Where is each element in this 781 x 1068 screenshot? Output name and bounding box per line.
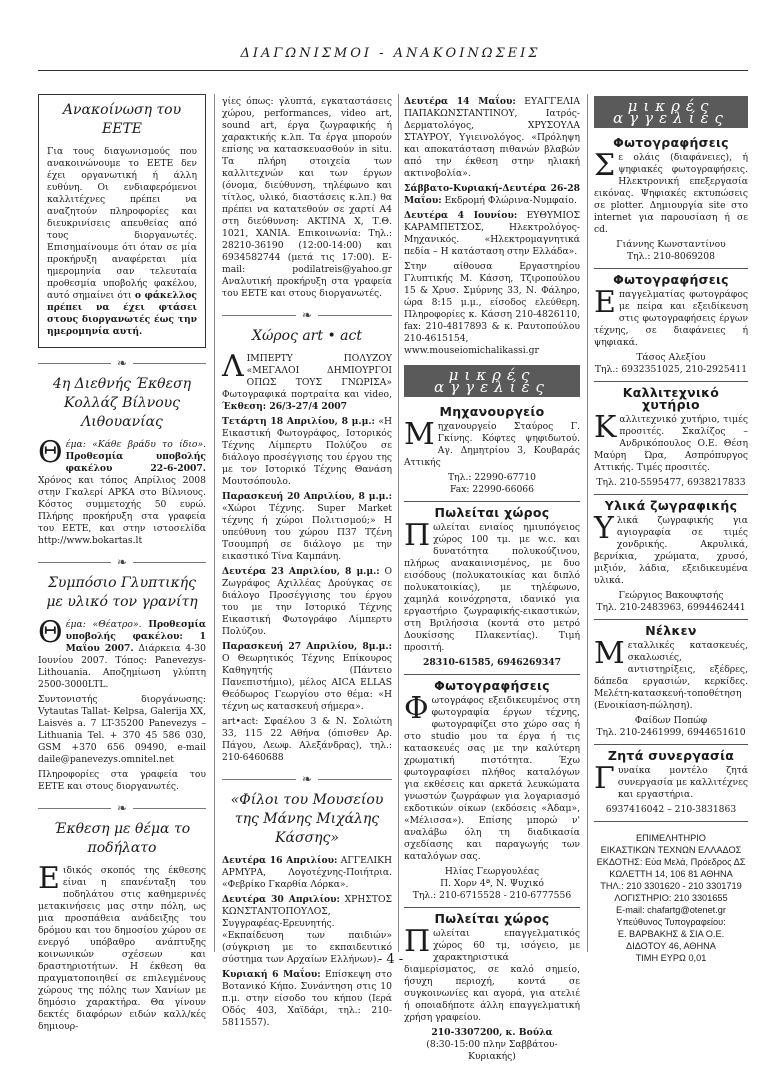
- ad-name: Τάσος Αλεξίου: [636, 352, 706, 363]
- sculpture-contact: Συντονιστής διοργάνωσης: Vytautas Tallat- Kelpsa, Galerija XX, Laisvės a. 7 LT-35200 Panevezys – Lithuania Tel. + 370 45 586 030, GSM +370 656 09490, e-mail daile@panevezys.omnitel.net: [38, 694, 206, 765]
- artact-event: Παρασκευή 27 Απριλίου, 8μ.μ.: Ο Θεωρητικός Τέχνης Επίκουρος Καθηγητής (Πάντειο Πανεπιστήμιο), μέλος AICA ELLAS Θεόδωρος Γεωργίου στο θέμα: «Η τέχνη ως κατασκευή σήμερα».: [222, 641, 392, 712]
- classified-ad: [594, 495, 748, 620]
- ad-heading: Φωτογραφήσεις: [434, 678, 550, 693]
- classifieds-banner: μικρές αγγελίες: [404, 365, 580, 397]
- ad-phone: Τηλ. 210-2461999, 6944651610: [596, 727, 746, 738]
- publisher-info: [594, 832, 748, 964]
- column-rule: [398, 94, 399, 952]
- ad-text: Γυναίκα μοντέλο ζητά συνεργασία με καλλιτέχνες και εργαστήρια.: [594, 761, 748, 800]
- classified-ad: [594, 269, 748, 382]
- museum-event: Δευτέρα 14 Μαΐου: ΕΥΑΓΓΕΛΙΑ ΠΑΠΑΚΩΝΣΤΑΝΤΙΝΟΥ, Ιατρός-Δερματολόγος, ΧΡΥΣΟΥΛΑ ΣΤΑΥΡΟΥ, Υγιεινολόγος. «Πρόληψη και αποκατάσταση πιθανών βλαβών από την έκθεση στην ηλιακή ακτινοβολία».: [404, 96, 580, 179]
- museum-event: Κυριακή 6 Μαΐου: Επίσκεψη στο Βοτανικό Κήπο. Συνάντηση στις 10 π.μ. στην είσοδο του κήπου (Ιερά Οδός 403, Χαϊδάρι, τηλ.: 210-5811557).: [222, 969, 393, 1028]
- ad-text: Πωλείται επαγγελματικός χώρος 60 τμ, ισόγειο, με χαρακτηριστικά διαμερίσματος, σε καλό σημείο, ήσυχη περιοχή, κοντά σε συγκοινωνίες και αγορά, για ατελιέ ή οποιαδήποτε άλλη επαγγελματική χρήση γραφείου.: [404, 924, 580, 1023]
- museum-friends-title: «Φίλοι του Μουσείου της Μάνης Μιχάλης Κάσσης»: [230, 792, 384, 846]
- artact-event: Τετάρτη 18 Απριλίου, 8 μ.μ.: «Η Εικαστική Φωτογράφος, Ιστορικός Τέχνης Λίμπερτυ Πολύζου σε διάλογο προσέγγισης του έργου της με τον Ιστορικό Τέχνης Θανάση Μουτσόπουλο.: [222, 416, 392, 487]
- collage-title: 4η Διεθνής Έκθεση Κολλάζ Βίλνους Λιθουανίας: [52, 376, 192, 430]
- publisher-line: ΔΙΔΟΤΟΥ 46, ΑΘΗΝΑ: [626, 941, 716, 951]
- column-3: [404, 96, 581, 1062]
- ornament-divider: [38, 357, 206, 369]
- ad-heading: Πωλείται χώρος: [434, 911, 550, 926]
- publisher-line: ΕΙΚΑΣΤΙΚΩΝ ΤΕΧΝΩΝ ΕΛΛΑΔΟΣ: [600, 845, 742, 855]
- ornament-icon: ❧: [301, 308, 313, 322]
- artact-title: Χώρος art • act: [252, 328, 362, 344]
- artact-event: Παρασκευή 20 Απριλίου, 8 μ.μ.: «Χώροι Τέχνης. Super Market τέχνης ή χώροι Πολιτισμού;» Η υπεύθυνη του χώρου Π37 Τζένη Τσουμπρή σε διάλογο με την εικαστικό Τίνα Καμπάνη.: [222, 491, 392, 562]
- classifieds-banner: μικρές αγγελίες: [594, 96, 748, 128]
- classified-ad: [404, 502, 580, 675]
- publisher-line: ΤΗΛ.: 210 3301620 - 210 3301719: [600, 881, 742, 891]
- museum-venue: Στην αίθουσα Εργαστηρίου Γλυπτικής Μ. Κάσση, Τζιροπούλου 15 & Χρυσ. Σμύρνης 33, Ν. Φάληρο, ώρα 8:15 μ.μ., είσοδος ελεύθερη. Πληροφορίες κ. Κάσση 210-4826110, fax: 210-4817893 & κ. Ραυτοπούλου 210-4615154, www.mouseiomichalikassi.gr: [404, 261, 580, 356]
- ad-phone: Τηλ.: 210-6715528 - 210-6777556: [412, 890, 572, 901]
- ad-text: Καλλιτεχνικό χυτήριο, τιμές προσιτές. Σκαλίζος – Ανδρικόπουλος Ο.Ε. Θέση Μαύρη Ώρα, Ασπρόπυργος Αττικής. Τιμές προσιτές.: [594, 410, 748, 473]
- ad-phone: 28310-61585, 6946269347: [422, 657, 562, 668]
- ad-phone: Τηλ.: 22990-67710: [448, 472, 536, 483]
- ad-heading: Καλλιτεχνικό χυτήριο: [622, 385, 720, 412]
- ad-fax: Fax: 22990-66066: [450, 484, 534, 495]
- classified-ad: [404, 675, 580, 908]
- classified-ad: [594, 132, 748, 269]
- publisher-line: ΕΚΔΟΤΗΣ: Εύα Μελά, Πρόεδρος ΔΣ: [596, 857, 746, 867]
- header-rule: [38, 70, 748, 71]
- museum-event: Σάββατο-Κυριακή-Δευτέρα 26-28 Μαΐου: Εκδρομή Φλώρινα-Νυμφαίο.: [404, 183, 580, 206]
- eete-notice-box: [38, 94, 206, 348]
- ornament-divider: [38, 802, 206, 814]
- ad-text: Επαγγελματίας φωτογράφος με πείρα και εξειδίκευση στις φωτογραφήσεις έργων τέχνης, σε διαφάνειες ή ψηφιακά.: [594, 285, 748, 348]
- museum-event: Δευτέρα 16 Απριλίου: ΑΓΓΕΛΙΚΗ ΑΡΜΥΡΑ, Λογοτέχνης-Ποιήτρια. «Φεβρίκο Γκαρθία Λόρκα».: [222, 855, 392, 890]
- ad-text: Μηχανουργείο Σταύρος Γ. Γκίνης. Κόφτες ψηφιδωτού. Αγ. Δημητρίου 3, Κουβαράς Αττικής: [404, 417, 580, 468]
- ornament-divider: [38, 556, 206, 568]
- classified-ad: [594, 382, 748, 495]
- bicycle-text-cont: γίες όπως: γλυπτά, εγκαταστάσεις χώρου, performances, video art, sound art, έργα ζωγραφικής ή χαρακτικής κ.λπ. Τα έργα μπορούν επίσης να κατασκευασθούν in situ. Τα πλήρη στοιχεία των καλλιτεχνών και των έργων (όνομα, διεύθυνση, τηλέφωνο και τίτλος, υλικό, διαστάσεις κ.λπ.) θα πρέπει να κατατεθούν σε χαρτί Α4 στη διεύθυνση: ΑΚΤΙΝΑ Χ, Τ.Θ. 1021, ΧΑΝΙΑ. Επικοινωνία: Τηλ.: 28210-36190 (12:00-14:00) και 6934582744 (μετά τις 17:00). E-mail: podilatreis@yahoo.gr Αναλυτική προκήρυξη στα γραφεία του ΕΕΤΕ και στους διοργανωτές.: [222, 96, 392, 299]
- ad-heading: Νέλκεν: [645, 623, 697, 638]
- sculpture-info: Πληροφορίες στα γραφεία του ΕΕΤΕ και στους διοργανωτές.: [38, 769, 206, 792]
- column-rule: [214, 94, 215, 952]
- eete-notice-text: Για τους διαγωνισμούς που ανακοινώνουμε το ΕΕΤΕ δεν έχει οργανωτική ή άλλη ευθύνη. Οι ενδιαφερόμενοι καλλιτέχνες πρέπει να αναζητούν πληροφορίες και διευκρινίσεις απευθείας από τους διοργανωτές. Επισημαίνουμε ότι όταν σε μία προκήρυξη αναφέρεται μία ημερομηνία σαν τελευταία προθεσμία υποβολής φακέλου, αυτό σημαίνει ότι ο φάκελλος πρέπει να έχει φτάσει στους διοργανωτές έως την ημερομηνία αυτή.: [47, 146, 197, 337]
- collage-text: Θέμα: «Κάθε βράδυ το ίδιο». Προθεσμία υποβολής φακέλου 22-6-2007. Χρόνος και τόπος Απρίλιος 2008 στην Γκαλερί ΑΡΚΑ στο Βίλνιους. Κόστος συμμετοχής 50 ευρώ. Πλήρης προκήρυξη στα γραφεία του ΕΕΤΕ, και στην ιστοσελίδα http://www.bokartas.lt: [38, 435, 206, 546]
- price: ΤΙΜΗ ΕΥΡΩ 0,01: [635, 953, 707, 963]
- sculpture-title: Συμπόσιο Γλυπτικής με υλικό τον γρανίτη: [46, 575, 198, 610]
- page-number: - 4 -: [377, 952, 404, 967]
- museum-event: Δευτέρα 30 Απριλίου: ΧΡΗΣΤΟΣ ΚΩΝΣΤΑΝΤΟΠΟΥΛΟΣ, Συγγραφέας-Ερευνητής. «Εκπαίδευση των παιδιών» (σύγκριση με το εκπαιδευτικό σύστημα των Αρχαίων Ελλήνων).: [222, 894, 392, 965]
- publisher-line: ΕΠΙΜΕΛΗΤΗΡΙΟ: [636, 833, 706, 843]
- bicycle-title: Έκθεση με θέμα το ποδήλατο: [53, 821, 191, 856]
- museum-event: Δευτέρα 4 Ιουνίου: ΕΥΘΥΜΙΟΣ ΚΑΡΑΜΠΕΤΣΟΣ, Ηλεκτρολόγος-Μηχανικός. «Ηλεκτρομαγνητικά πεδία – Η κατάσταση στην Ελλάδα».: [404, 210, 581, 257]
- ad-name: Ηλίας Γεωργουλέας: [444, 866, 540, 877]
- ornament-divider: [222, 773, 392, 785]
- column-4: [594, 96, 748, 963]
- ad-text: Πωλείται ενιαίος ημιυπόγειος χώρος 100 τμ. με w.c. και δυνατότητα πολυκούζινου, πλήρως ανακαινισμένος, με δυο εισόδους (πολυκατοικίας και διπλό πολυκατοικίας), με τηλέφωνο, χαμηλά κοινόχρηστα, ιδανικό για εργαστήριο ζωγραφικής-εικαστικών, στη Βριλήσσια (κοντά στο μετρό Δουκίσσης Πλακεντίας). Τιμή προσιτή.: [404, 518, 580, 653]
- ad-text: Φωτογράφος εξειδικευμένος στη φωτογραφία έργων τέχνης, φωτογραφίζει στο χώρο σας ή στο studio μου τα έργα ή τις κατασκευές σας με την καλύτερη χρωματική πιστότητα. Έχω φωτογραφίσει πλήθος καταλόγων για εκθέσεις και αρκετά λευκώματα γνωστών ζωγράφων για λογαριασμό εκδοτικών οίκων (εκδόσεις «Άδαμ», «Μέλισσα»). Επίσης μπορώ ν' αναλάβω όλη τη διαδικασία σχεδίασης και παραγωγής των καταλόγων σας.: [404, 691, 580, 862]
- ornament-icon: ❧: [116, 555, 128, 569]
- bicycle-text: Ειδικός σκοπός της έκθεσης είναι η επανένταξη του ποδηλάτου στις καθημερινές μετακινήσεις μας στην πόλη, ως μια προσπάθεια ανάδειξης του δρόμου και του δημοσίου χώρου σε ενεργό υπόβαθρο ανάπτυξης κοινωνικών σχέσεων και δραστηριοτήτων. Η έκθεση θα πραγματοποιηθεί σε επιλεγμένους χώρους της πόλης των Χανίων με δημόσιο χαρακτήρα. Θα γίνουν δεκτές διαφόρων ειδών καλλ/κές δημιουρ-: [38, 861, 206, 1032]
- page-header: ΔΙΑΓΩΝΙΣΜΟΙ - ΑΝΑΚΟΙΝΩΣΕΙΣ: [240, 46, 541, 61]
- ornament-divider: [222, 309, 392, 321]
- ad-heading: Μηχανουργείο: [439, 404, 545, 419]
- artact-address: art•act: Σφαέλου 3 & Ν. Σολιώτη 33, 115 22 Αθήνα (όπισθεν Αρ. Πάγου, Λεωφ. Αλεξάνδρας), τηλ.: 210-6460688: [222, 716, 392, 763]
- classified-ad: [594, 745, 748, 822]
- ad-heading: Πωλείται χώρος: [434, 505, 550, 520]
- ad-phone: Τηλ. 210-5595477, 6938217833: [596, 477, 746, 488]
- ad-heading: Φωτογραφήσεις: [613, 135, 729, 150]
- ornament-icon: ❧: [116, 801, 128, 815]
- classified-ad: [404, 908, 580, 1068]
- artact-intro: ΛΙΜΠΕΡΤΥ ΠΟΛΥΖΟΥ «ΜΕΓΑΛΟΙ ΔΗΜΙΟΥΡΓΟΙ ΟΠΩΣ ΤΟΥΣ ΓΝΩΡΙΣΑ» Φωτογραφικά πορτραίτα και video, Έκθεση: 26/3-27/4 2007: [222, 349, 392, 412]
- column-rule: [587, 94, 588, 952]
- ad-name: Γεώργιος Βακουφτσής: [618, 590, 724, 601]
- publisher-line: ΚΩΛΕΤΤΗ 14, 106 81 ΑΘΗΝΑ: [609, 869, 733, 879]
- sculpture-text: Θέμα: «Θέατρο». Προθεσμία υποβολής φακέλου: 1 Μαΐου 2007. Διάρκεια 4-30 Ιουνίου 2007. Τόπος: Panevezys- Lithouania. Αποζημίωση γλύπτη 2500-3000LTL.: [38, 615, 206, 690]
- ornament-icon: ❧: [301, 772, 313, 786]
- publisher-email: E-mail: chafartg@otenet.gr: [616, 905, 726, 915]
- ad-text: Υλικά ζωγραφικής για αγιογραφία σε τιμές χονδρικής. Ακρυλικά, βερνίκια, χρώματα, χρυσό, μιξιόν, λάδια, εξειδικευμένα υλικά.: [594, 511, 748, 586]
- ad-heading: Ζητά συνεργασία: [607, 748, 735, 763]
- artact-event: Δευτέρα 23 Απριλίου, 8 μ.μ.: Ο Ζωγράφος Αχιλλέας Δρούγκας σε διάλογο Προσέγγισης του έργου του με την Ιστορικό Τέχνης Εικαστική Φωτογράφο Λίμπερτυ Πολύζου.: [222, 566, 392, 637]
- ad-phone: Τηλ.: 6932351025, 210-2925411: [594, 364, 748, 375]
- ad-name: Γιάννης Κωνσταντίνου: [616, 239, 726, 250]
- ad-heading: Φωτογραφήσεις: [613, 272, 729, 287]
- publisher-line: Ε. ΒΑΡΒΑΚΗΣ & ΣΙΑ Ο.Ε.: [617, 929, 725, 939]
- ad-phone: Τηλ.: 210-8069208: [627, 251, 715, 262]
- ad-phone: Τηλ. 210-2483963, 6994462441: [596, 602, 746, 613]
- ad-phone: 6937416042 – 210-3831863: [605, 804, 737, 815]
- column-2: [222, 96, 393, 1028]
- ad-phone: 210-3307200, κ. Βούλα: [431, 1027, 553, 1038]
- ad-name: Φαίδων Ποπώφ: [634, 715, 708, 726]
- ornament-icon: ❧: [116, 356, 128, 370]
- column-1: [38, 94, 206, 1032]
- publisher-line: Υπεύθυνος Τυπογραφείου:: [616, 917, 726, 927]
- ad-text: Σε ολάις (διαφάνειες), ή ψηφιακές φωτογραφήσεις. Ηλεκτρονική επεξεργασία εικόνας. Ψηφιακές εκτυπώσεις σε plotter. Δημιουργία site στο internet για παρουσίαση ή σε cd.: [594, 148, 748, 235]
- ad-address: Π. Χορν 4ª, Ν. Ψυχικό: [440, 878, 544, 889]
- ad-heading: Υλικά ζωγραφικής: [604, 498, 738, 513]
- classified-ad: [404, 401, 580, 502]
- publisher-line: ΛΟΓΙΣΤΗΡΙΟ: 210 3301655: [614, 893, 728, 903]
- ad-hours: (8:30-15:00 πλην Σαββάτου-Κυριακής): [426, 1039, 558, 1062]
- eete-notice-title: Ανακοίνωση του ΕΕΤΕ: [62, 102, 182, 137]
- ad-text: Μεταλλικές κατασκευές, σκαλωσιές, αντιστηρίξεις, εξέδρες, δάπεδα εργασιών, κερκίδες. Μελέτη-κατασκευή-τοποθέτηση (Ενοικίαση-πώληση).: [594, 636, 748, 711]
- classified-ad: [594, 620, 748, 745]
